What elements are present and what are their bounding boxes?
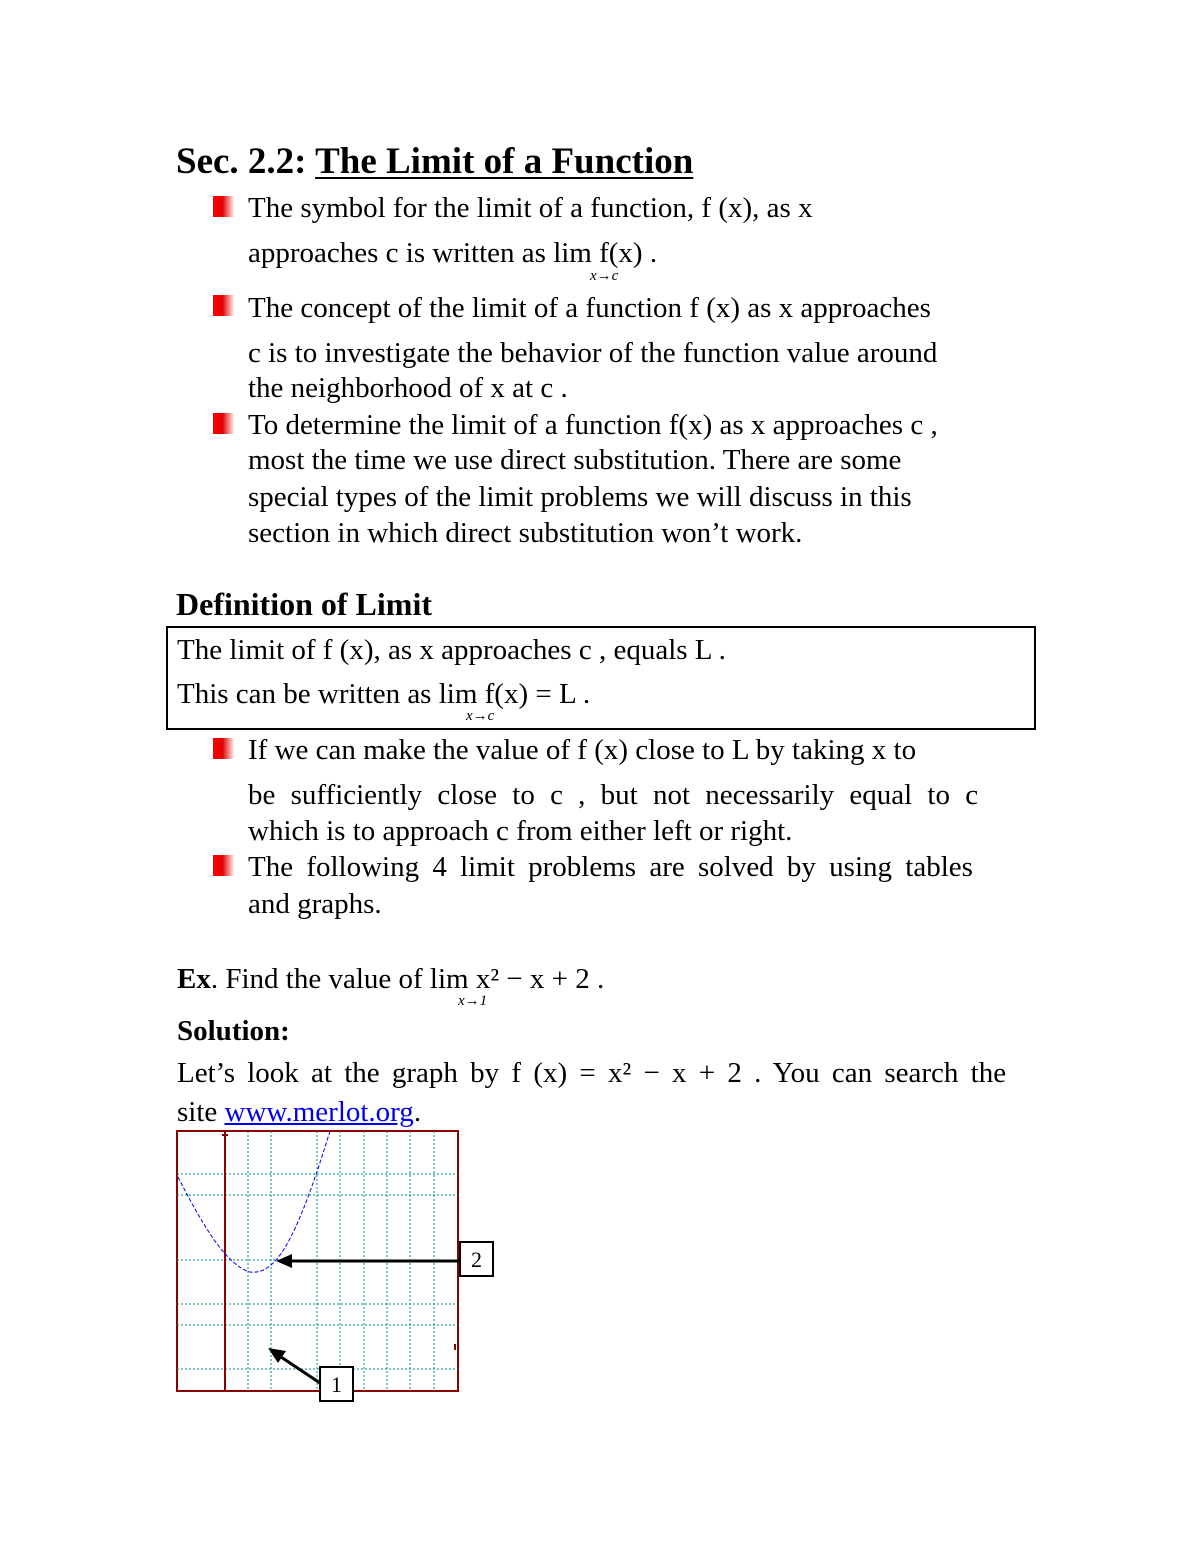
bullet-icon (213, 855, 234, 876)
bullet-5-line-1: The following 4 limit problems are solved by using tables (248, 851, 973, 883)
bullet-4-line-2: be sufficiently close to c , but not necessarily equal to c (248, 779, 979, 811)
bullet-4-line-3: which is to approach c from either left or right. (248, 815, 793, 847)
example-limit-subscript: x→1 (458, 993, 488, 1009)
callout-label-1: 1 (331, 1372, 342, 1397)
bullet-3-line-1: To determine the limit of a function f(x) as x approaches c , (248, 409, 938, 441)
merlot-link[interactable]: www.merlot.org (224, 1096, 414, 1128)
solution-line-2: site www.merlot.org. (177, 1096, 422, 1128)
callout-label-2: 2 (471, 1247, 482, 1272)
bullet-2-line-3: the neighborhood of x at c . (248, 372, 568, 404)
bullet-2-line-1: The concept of the limit of a function f (x) as x approaches (248, 292, 931, 324)
solution-label: Solution: (177, 1015, 290, 1047)
example-label: Ex (177, 963, 211, 995)
page-title (176, 140, 693, 183)
bullet-3-line-4: section in which direct substitution won’t work. (248, 517, 803, 549)
solution-line-1: Let’s look at the graph by f (x) = x² − x + 2 . You can search the (177, 1057, 1007, 1089)
bullet-3-line-3: special types of the limit problems we will discuss in this (248, 481, 912, 513)
bullet-icon (213, 738, 234, 759)
bullet-3-line-2: most the time we use direct substitution. There are some (248, 444, 902, 476)
bullet-icon (213, 196, 234, 217)
example-text: . Find the value of lim x² − x + 2 . (210, 963, 605, 995)
section-title: The Limit of a Function (315, 141, 694, 182)
definition-heading: Definition of Limit (176, 586, 432, 622)
bullet-5-line-2: and graphs. (248, 888, 382, 920)
limit-subscript: x→c (590, 268, 619, 284)
definition-line-1: The limit of f (x), as x approaches c , equals L . (177, 634, 726, 666)
section-number: Sec. 2.2: (176, 141, 316, 182)
bullet-2-line-2: c is to investigate the behavior of the function value around (248, 337, 938, 369)
bullet-icon (213, 295, 234, 316)
bullet-icon (213, 413, 234, 434)
function-graph (170, 1125, 510, 1410)
definition-limit-subscript: x→c (466, 708, 495, 724)
bullet-1-line-1: The symbol for the limit of a function, f (x), as x (248, 192, 813, 224)
bullet-1-line-2: approaches c is written as lim f(x) . (248, 237, 658, 269)
definition-line-2: This can be written as lim f(x) = L . (177, 678, 591, 710)
example-line (177, 961, 604, 997)
bullet-4-line-1: If we can make the value of f (x) close to L by taking x to (248, 734, 917, 766)
